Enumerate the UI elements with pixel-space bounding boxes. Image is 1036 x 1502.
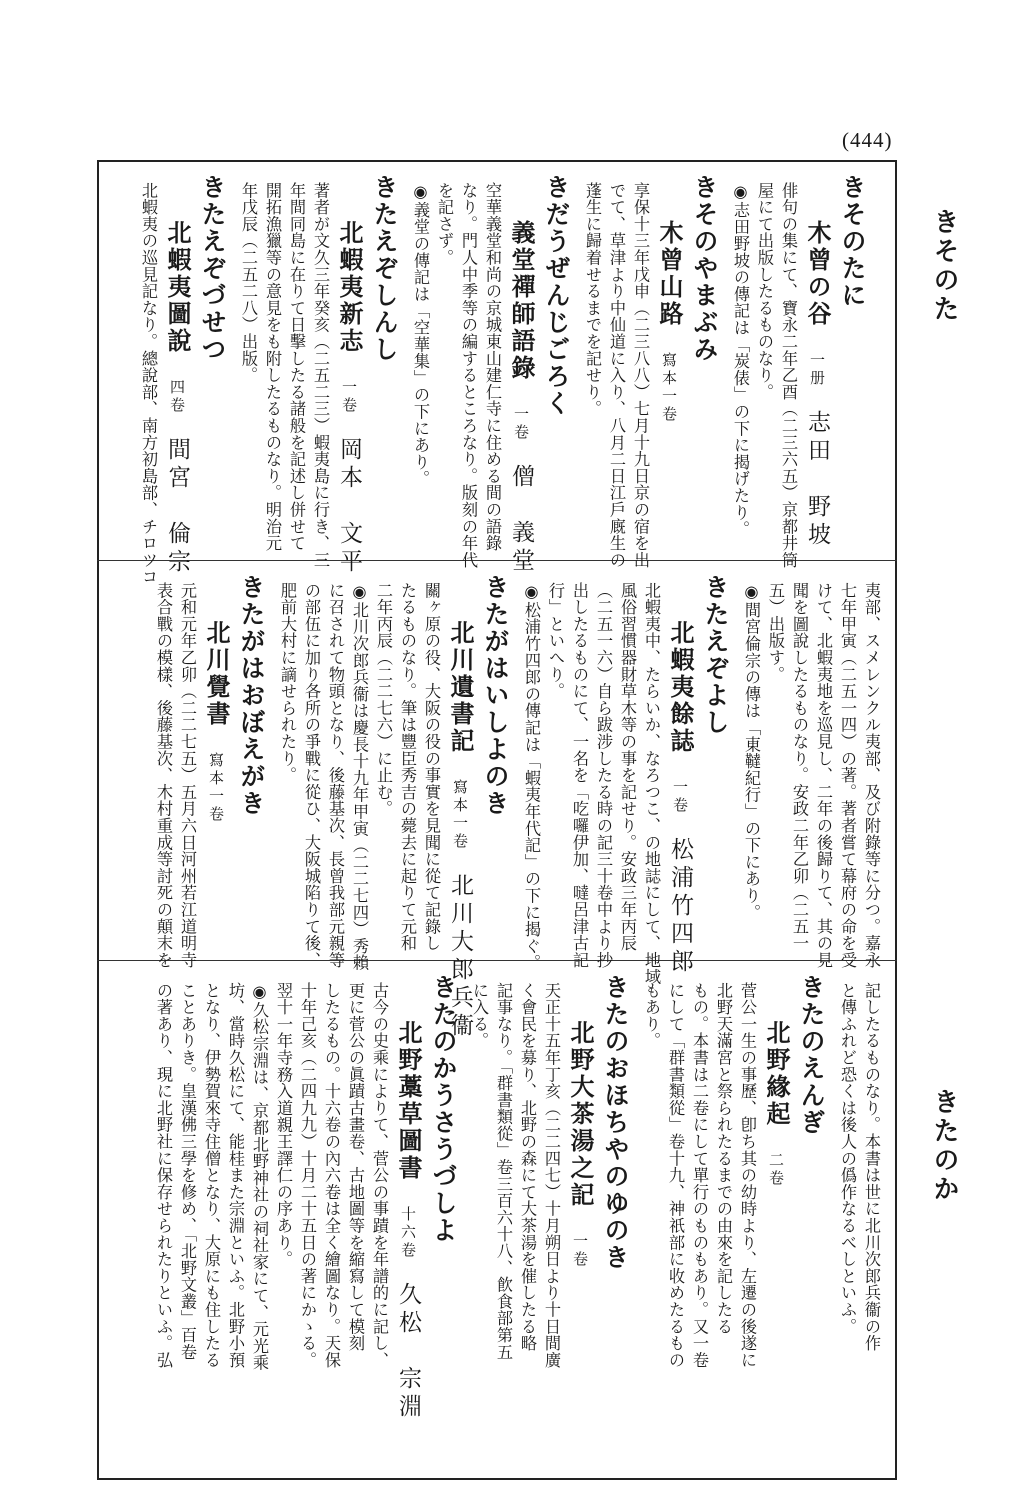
entry-text-line: 更に菅公の眞蹟古畫卷、古地圖等を縮寫して模刻	[346, 982, 365, 1352]
entry-title: 北野大茶湯之記	[566, 1020, 595, 1209]
entry-text-line: 行」といへり。	[546, 582, 565, 700]
entry-volumes: 一卷	[340, 379, 358, 415]
entry-text-line: 古今の史乘によりて、菅公の事蹟を年譜的に記し、	[370, 982, 389, 1369]
entry-text-line: したるもの。十六卷の內六卷は全く繪圖なり。天保	[322, 982, 341, 1369]
entry-text-line: 記したるものなり。本書は世に北川次郎兵衞の作	[862, 982, 881, 1352]
entry-text-line: く會民を募り、北野の森にて大茶湯を催したる略	[518, 982, 537, 1352]
entry-text-line: の部伍に加り各所の爭戰に從ひ、大阪城陷りて後、	[302, 582, 321, 969]
entry-text-line: 俳句の集にて、寶永二年乙酉（二三六五）京都井筒	[779, 182, 798, 569]
entry-reading: きたえぞしんし	[370, 174, 399, 363]
entry-text-line: 享保十三年戊申（二三八八）七月十九日京の宿を出	[631, 182, 650, 569]
entry-title-line	[663, 620, 698, 977]
running-head-top: きそのた	[929, 208, 959, 324]
entry-text-line: 夷部、スメレンクル夷部、及び附錄等に分つ。嘉永	[862, 582, 881, 969]
entry-text-line: ◉松浦竹四郎の傳記は「蝦夷年代記」の下に揭ぐ。	[522, 582, 541, 972]
entry-author: 北川大郎兵衞	[447, 873, 473, 1041]
entry-text-line: ◉志田野坡の傳記は「炭俵」の下に揭げたり。	[731, 182, 750, 538]
entry-text-line: 開拓漁獵等の意見をも附したるものなり。明治元	[263, 182, 282, 552]
entry-volumes: 一卷	[671, 779, 689, 815]
entry-text-line: たるものなり。筆は豐臣秀吉の薨去に起りて元和	[398, 582, 417, 952]
entry-title-line	[160, 220, 195, 577]
entry-reading: きたがはいしよのき	[481, 574, 510, 817]
entry-title-line	[391, 1020, 426, 1422]
entry-reading: きたがはおぼえがき	[237, 574, 266, 817]
entry-title-line	[563, 1020, 598, 1291]
dictionary-section	[0, 972, 1036, 1422]
entry-title: 北野緣起	[762, 1020, 791, 1128]
entry-text-line: 北蝦夷中、たらいか、なろつこ、の地誌にして、地域	[642, 582, 661, 986]
entry-volumes: 十六卷	[399, 1206, 417, 1260]
entry-text-line: 五）出版す。	[766, 582, 785, 683]
entry-title: 木曾山路	[655, 220, 684, 328]
entry-author: 志田 野坡	[804, 410, 830, 550]
section-divider	[97, 960, 897, 961]
entry-text-line: 表合戰の模樣、後藤基次、木村重成等討死の顛末を	[154, 582, 173, 969]
entry-author: 松浦竹四郎	[667, 837, 693, 977]
entry-title: 北蝦夷餘誌	[666, 620, 695, 755]
entry-text-line: 年戊辰（二五二八）出版。	[239, 182, 258, 384]
entry-title-line	[652, 220, 687, 446]
entry-volumes: 二卷	[767, 1152, 785, 1188]
entry-title: 北蝦夷新志	[335, 220, 364, 355]
entry-volumes: 四卷	[168, 379, 186, 415]
entry-text-line: 聞を圖說したるものなり。安政二年乙卯（二五一	[790, 582, 809, 952]
entry-volumes: 寫本一卷	[207, 752, 225, 824]
entry-text-line: にして「群書類從」卷十九、神祇部に收めたるもの	[666, 982, 685, 1369]
entry-text-line: 著者が文久三年癸亥（二五二三）蝦夷島に行き、三	[311, 182, 330, 569]
entry-volumes: 一卷	[512, 406, 530, 442]
entry-title: 木曾の谷	[803, 220, 832, 328]
entry-text-line: の著あり、現に北野社に保存せられたりといふ。弘	[154, 982, 173, 1369]
entry-text-line: 出したるものにて、一名を「吃囉伊加、噠呂津古記	[570, 582, 589, 969]
entry-title-line	[759, 1020, 794, 1210]
entry-text-line: 二年丙辰（二二七六）に止む。	[374, 582, 393, 818]
entry-volumes: 一卷	[571, 1233, 589, 1269]
entry-title-line	[199, 620, 234, 846]
entry-reading: きたのおほちやのゆのき	[601, 974, 630, 1271]
entry-title: 義堂禪師語錄	[507, 220, 536, 382]
entry-text-line: 十年己亥（二四九九）十月二十五日の著にかゝる。	[298, 982, 317, 1369]
entry-text-line: に入る。	[470, 982, 489, 1050]
entry-text-line: もあり。	[642, 982, 661, 1050]
running-head-bottom: きたのか	[929, 1088, 959, 1204]
entry-text-line: 屋にて出版したるものなり。	[755, 182, 774, 401]
page-number: (444)	[842, 128, 893, 152]
entry-text-line: 風俗習慣器財草木等の事を記せり。安政三年丙辰	[618, 582, 637, 952]
entry-volumes: 寫本一卷	[451, 779, 469, 851]
entry-title: 北川覺書	[202, 620, 231, 728]
dictionary-section	[0, 172, 1036, 586]
entry-text-line: ことありき。皇漢佛三學を修め、「北野文叢」百卷	[178, 982, 197, 1361]
entry-text-line: 空華義堂和尚の京城東山建仁寺に住める間の語錄	[483, 182, 502, 552]
entry-text-line: 記事なり。「群書類從」卷三百六十八、飮食部第五	[494, 982, 513, 1361]
entry-text-line: もの。本書は二卷にして單行のものもあり。又一卷	[690, 982, 709, 1369]
entry-text-line: 天正十五年丁亥（二二四七）十月朔日より十日間廣	[542, 982, 561, 1369]
entry-text-line: 年間同島に在りて日擊したる諸般を記述し併せて	[287, 182, 306, 552]
entry-reading: きだうぜんじごろく	[542, 174, 571, 417]
entry-reading: きたのかうさうづしよ	[429, 974, 458, 1244]
entry-text-line: 蓬生に歸着せるまでを記せり。	[583, 182, 602, 418]
entry-text-line: 七年甲寅（二五一四）の著。著者嘗て幕府の命を受	[838, 582, 857, 969]
entry-text-line: 元和元年乙卯（二二七五）五月六日河州若江道明寺	[178, 582, 197, 969]
entry-text-line: 關ヶ原の役、大阪の役の事實を見聞に從て記錄し	[422, 582, 441, 952]
entry-text-line: 菅公一生の事歷、卽ち其の幼時より、左遷の後遂に	[738, 982, 757, 1369]
entry-text-line: 坊、當時久松にて、能桂また宗淵といふ。北野小預	[226, 982, 245, 1369]
entry-text-line: 北野天滿宮と祭られたるまでの由來を記したる	[714, 982, 733, 1335]
entry-text-line: ◉久松宗淵は、京都北野神社の祠社家にて、元光乘	[250, 982, 269, 1372]
entry-title-line	[332, 220, 367, 577]
entry-text-line: を記さず。	[435, 182, 454, 266]
entry-text-line: ◉義堂の傳記は「空華集」の下にあり。	[411, 182, 430, 488]
entry-text-line: なり。門人中季等の編するところなり。版刻の年代	[459, 182, 478, 569]
entry-text-line: ◉北川次郎兵衞は慶長十九年甲寅（二二七四）秀賴	[350, 582, 369, 972]
entry-text-line: でて、草津より中仙道に入り、八月二日江戶廐生の	[607, 182, 626, 569]
entry-reading: きたえぞよし	[701, 574, 730, 736]
entry-text-line: 北蝦夷の巡見記なり。總說部、南方初島部、チロツコ	[139, 182, 158, 586]
entry-author: 僧 義堂	[508, 464, 534, 576]
entry-text-line: （二五一六）自ら跋涉したる時の記三十卷中より抄	[594, 582, 613, 969]
entry-volumes: 寫本一卷	[660, 352, 678, 424]
entry-title: 北川遺書記	[446, 620, 475, 755]
entry-author: 岡本 文平	[336, 437, 362, 577]
entry-title-line	[504, 220, 539, 576]
entry-reading: きそのたに	[838, 174, 867, 309]
entry-reading: きたえぞづせつ	[198, 174, 227, 363]
entry-text-line: と傳ふれど恐くは後人の僞作なるべしといふ。	[838, 982, 857, 1335]
entry-text-line: けて、北蝦夷地を巡見し、二年の後歸りて、其の見	[814, 582, 833, 969]
entry-reading: きそのやまぶみ	[690, 174, 719, 363]
entry-text-line: 翌十一年寺務入道親王譯仁の序あり。	[274, 982, 293, 1268]
entry-title-line	[800, 220, 835, 550]
entry-title: 北蝦夷圖說	[163, 220, 192, 355]
entry-author: 久松 宗淵	[395, 1282, 421, 1422]
entry-text-line: となり、伊勢賀來寺住僧となり、大原にも住したる	[202, 982, 221, 1369]
entry-volumes: 一册	[808, 352, 826, 388]
entry-title: 北野藁草圖書	[394, 1020, 423, 1182]
entry-reading: きたのえんぎ	[797, 974, 826, 1136]
entry-text-line: 肥前大村に謫せられたり。	[278, 582, 297, 784]
entry-author: 間宮 倫宗	[164, 437, 190, 577]
entry-text-line: に召されて物頭となり、後藤基次、長曾我部元親等	[326, 582, 345, 969]
entry-text-line: ◉間宮倫宗の傳は「東韃紀行」の下にあり。	[742, 582, 761, 921]
